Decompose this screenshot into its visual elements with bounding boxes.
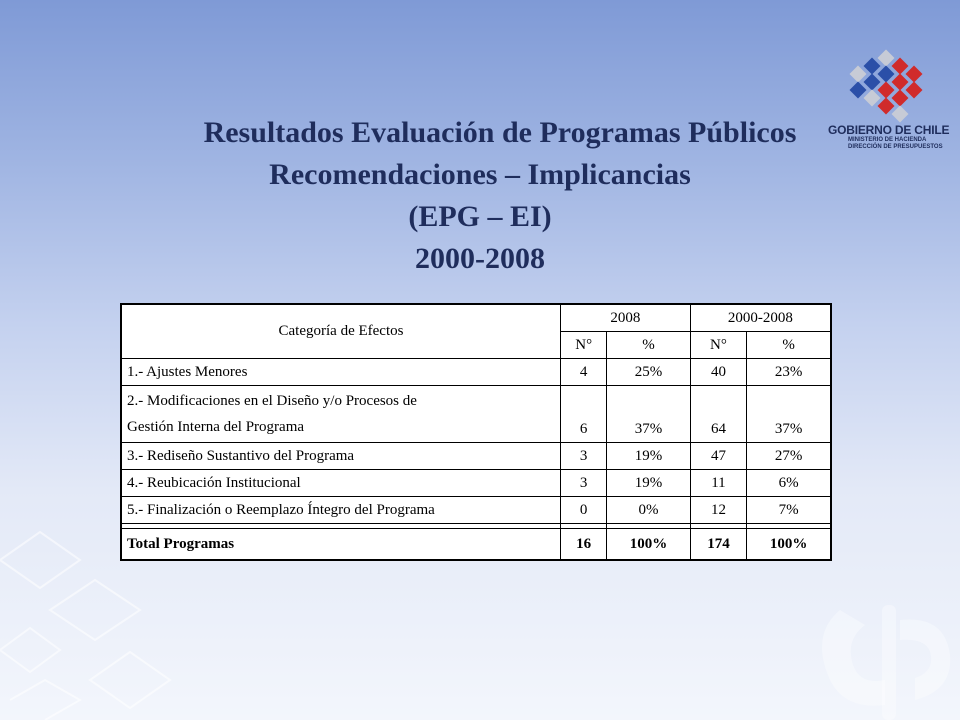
row-label [121,386,561,443]
cell-pct-2008: 19% [607,443,690,470]
cube-outline-shape [10,680,80,720]
subheader-n-all: N° [690,332,746,359]
table-row [121,470,831,497]
cell-pct-2008: 25% [607,359,690,386]
cell-n-2008: 6 [561,386,607,443]
title-line-4: 2000-2008 [415,242,545,275]
period-header-2000-2008: 2000-2008 [690,304,831,332]
dipres-watermark-icon [822,605,950,720]
cube-outline-shape [50,580,140,640]
subheader-pct-2008: % [607,332,690,359]
row-label: 1.- Ajustes Menores [121,359,561,386]
cell-pct-all: 7% [747,497,831,524]
cell-n-2008: 0 [561,497,607,524]
cell-pct-2008: 37% [607,386,690,443]
row-label: 5.- Finalización o Reemplazo Íntegro del Programa [121,497,561,524]
cell-n-all: 12 [690,497,746,524]
cube-outline-shape [0,628,60,672]
cell-n-2008: 3 [561,443,607,470]
logo-line-ministerio: MINISTERIO DE HACIENDA [848,137,927,143]
table-row [121,359,831,386]
total-label: Total Programas [121,529,561,561]
table-header-row [121,304,831,332]
table-row [121,386,831,443]
cell-pct-all: 23% [747,359,831,386]
cell-n-all: 64 [690,386,746,443]
cube-outline-shape [90,652,170,708]
row-label: 3.- Rediseño Sustantivo del Programa [121,443,561,470]
title-line-1: Resultados Evaluación de Programas Públicos [203,116,797,149]
cell-pct-all: 37% [747,386,831,443]
results-table [120,303,832,561]
category-header: Categoría de Efectos [121,304,561,359]
slide-title [0,112,960,280]
cell-pct-all: 6% [747,470,831,497]
total-n-2008: 16 [561,529,607,561]
total-pct-all: 100% [747,529,831,561]
table-row [121,443,831,470]
cell-pct-all: 27% [747,443,831,470]
cell-pct-2008: 19% [607,470,690,497]
row-label: 4.- Reubicación Institucional [121,470,561,497]
total-n-all: 174 [690,529,746,561]
title-line-3: (EPG – EI) [408,200,552,233]
cell-n-2008: 3 [561,470,607,497]
table-row [121,497,831,524]
period-header-2008: 2008 [561,304,691,332]
row-label-line-1: 2.- Modificaciones en el Diseño y/o Procesos de [127,393,417,409]
total-pct-2008: 100% [607,529,690,561]
logo-line-direccion: DIRECCIÓN DE PRESUPUESTOS [848,144,943,150]
title-line-2: Recomendaciones – Implicancias [269,158,691,191]
subheader-n-2008: N° [561,332,607,359]
cell-n-all: 47 [690,443,746,470]
row-label-line-2: Gestión Interna del Programa [127,419,305,435]
cell-n-all: 40 [690,359,746,386]
cell-n-all: 11 [690,470,746,497]
table-total-row [121,529,831,561]
logo-line-gobierno: GOBIERNO DE CHILE [828,123,950,137]
subheader-pct-all: % [747,332,831,359]
cell-n-2008: 4 [561,359,607,386]
cell-pct-2008: 0% [607,497,690,524]
cube-outline-shape [0,532,80,588]
